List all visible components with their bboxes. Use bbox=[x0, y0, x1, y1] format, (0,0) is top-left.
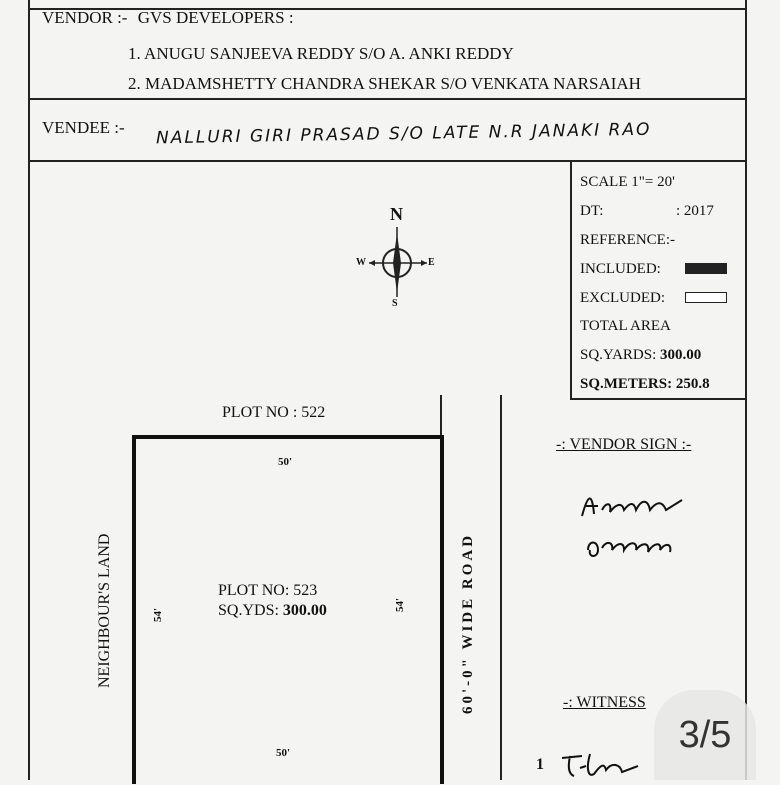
right-dimension: 54' bbox=[394, 597, 406, 612]
vendee-label: VENDEE :- bbox=[42, 118, 125, 137]
witness-signature bbox=[560, 748, 650, 780]
witness-label: -: WITNESS bbox=[563, 694, 646, 711]
dt-label: DT: bbox=[580, 203, 604, 219]
sq-meters-row bbox=[580, 376, 710, 393]
witness-number: 1 bbox=[536, 756, 544, 773]
compass-s-label: S bbox=[392, 298, 398, 309]
page-indicator-text: 3/5 bbox=[678, 714, 732, 756]
vendor-company: GVS DEVELOPERS : bbox=[137, 8, 294, 27]
sq-meters-label: SQ.METERS: bbox=[580, 376, 673, 392]
included-swatch bbox=[685, 263, 727, 274]
scale-text: SCALE 1"= 20' bbox=[580, 174, 675, 190]
neighbour-land-label: NEIGHBOUR'S LAND bbox=[96, 533, 113, 688]
vendor-section bbox=[42, 8, 294, 28]
vendor-label: VENDOR :- bbox=[42, 8, 128, 27]
total-area-label: TOTAL AREA bbox=[580, 318, 671, 334]
vendor-signature-2 bbox=[584, 536, 676, 560]
road-right-edge bbox=[500, 395, 502, 780]
vendor-divider bbox=[28, 98, 747, 100]
frame-left-border bbox=[28, 0, 30, 780]
road-label: 60'-0" WIDE ROAD bbox=[460, 532, 476, 714]
vendee-name: NALLURI GIRI PRASAD S/O LATE N.R JANAKI RAO bbox=[155, 119, 652, 149]
compass-w-label: W bbox=[356, 257, 366, 268]
excluded-label: EXCLUDED: bbox=[580, 290, 665, 306]
left-dimension: 54' bbox=[152, 607, 164, 622]
vendor-sign-label: -: VENDOR SIGN :- bbox=[556, 436, 692, 453]
vendor-person-2: 2. MADAMSHETTY CHANDRA SHEKAR S/O VENKATA NARSAIAH bbox=[128, 74, 641, 93]
reference-label: REFERENCE:- bbox=[580, 232, 676, 248]
info-box bbox=[570, 162, 747, 400]
sq-yards-row bbox=[580, 347, 701, 364]
top-neighbor-label: PLOT NO : 522 bbox=[222, 404, 326, 421]
vendor-person-1: 1. ANUGU SANJEEVA REDDY S/O A. ANKI REDDY bbox=[128, 44, 514, 63]
page-indicator-badge[interactable] bbox=[654, 690, 756, 780]
top-dimension: 50' bbox=[278, 456, 293, 468]
compass-n-label: N bbox=[390, 204, 403, 224]
sq-yards-label: SQ.YARDS: bbox=[580, 347, 657, 363]
bottom-dimension: 50' bbox=[276, 747, 291, 759]
vendor-signature-1 bbox=[578, 488, 688, 524]
plot-area-row bbox=[218, 602, 327, 620]
included-label: INCLUDED: bbox=[580, 261, 661, 277]
plot-area-label: SQ.YDS: bbox=[218, 602, 279, 619]
plot-area-value: 300.00 bbox=[282, 602, 327, 619]
plot-number: PLOT NO: 523 bbox=[218, 582, 318, 599]
sq-meters-value: 250.8 bbox=[675, 376, 710, 392]
excluded-swatch bbox=[685, 292, 727, 303]
dt-value: : 2017 bbox=[676, 203, 714, 219]
sq-yards-value: 300.00 bbox=[660, 347, 702, 363]
compass-e-label: E bbox=[428, 257, 435, 268]
